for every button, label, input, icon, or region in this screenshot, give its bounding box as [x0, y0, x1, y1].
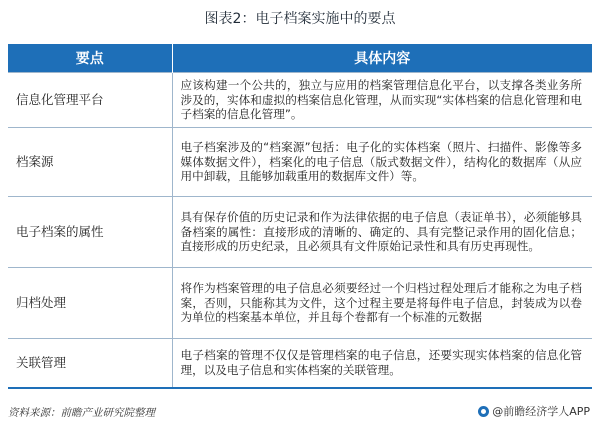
row-content: 具有保存价值的历史记录和作为法律依据的电子信息（表证单书），必须能够具备档案的属性：直接形成的清晰的、确定的、具有完整记录作用的固化信息；直接形成的历史纪录，且必须具有文件原始记录性和具有历史再现性。: [172, 197, 592, 268]
brand-credit: [478, 403, 590, 419]
row-key: 档案源: [8, 128, 172, 197]
table-header-row: [8, 44, 592, 73]
key-points-table: [8, 44, 592, 389]
row-key: 关联管理: [8, 339, 172, 389]
qianzhan-logo-icon: [478, 406, 489, 417]
row-content: 电子档案的管理不仅仅是管理档案的电子信息，还要实现实体档案的信息化管理，以及电子信息和实体档案的关联管理。: [172, 339, 592, 389]
brand-text: @前瞻经济学人APP: [492, 405, 590, 418]
row-content: 将作为档案管理的电子信息必须要经过一个归档过程处理后才能称之为电子档案，否则，只能称其为文件，这个过程主要是将每件电子信息，封装成为以卷为单位的档案基本单位，并且每个卷都有一个标准的元数据: [172, 268, 592, 339]
row-content: 电子档案涉及的“档案源”包括：电子化的实体档案（照片、扫描件、影像等多媒体数据文件），档案化的电子信息（版式数据文件），结构化的数据库（从应用中卸载，且能够加载重用的数据库文件）等。: [172, 128, 592, 197]
table-row: [8, 268, 592, 339]
table-row: [8, 73, 592, 128]
header-content: 具体内容: [172, 44, 592, 73]
row-key: 信息化管理平台: [8, 73, 172, 128]
row-key: 归档处理: [8, 268, 172, 339]
row-content: 应该构建一个公共的，独立与应用的档案管理信息化平台，以支撑各类业务所涉及的，实体和虚拟的档案信息化管理，从而实现“实体档案的信息化管理和电子档案的信息化管理”。: [172, 73, 592, 128]
source-note: 资料来源：前瞻产业研究院整理: [8, 407, 155, 419]
table-row: [8, 128, 592, 197]
table-row: [8, 339, 592, 389]
header-key: 要点: [8, 44, 172, 73]
figure-title: 图表2：电子档案实施中的要点: [204, 11, 396, 27]
row-key: 电子档案的属性: [8, 197, 172, 268]
table-row: [8, 197, 592, 268]
